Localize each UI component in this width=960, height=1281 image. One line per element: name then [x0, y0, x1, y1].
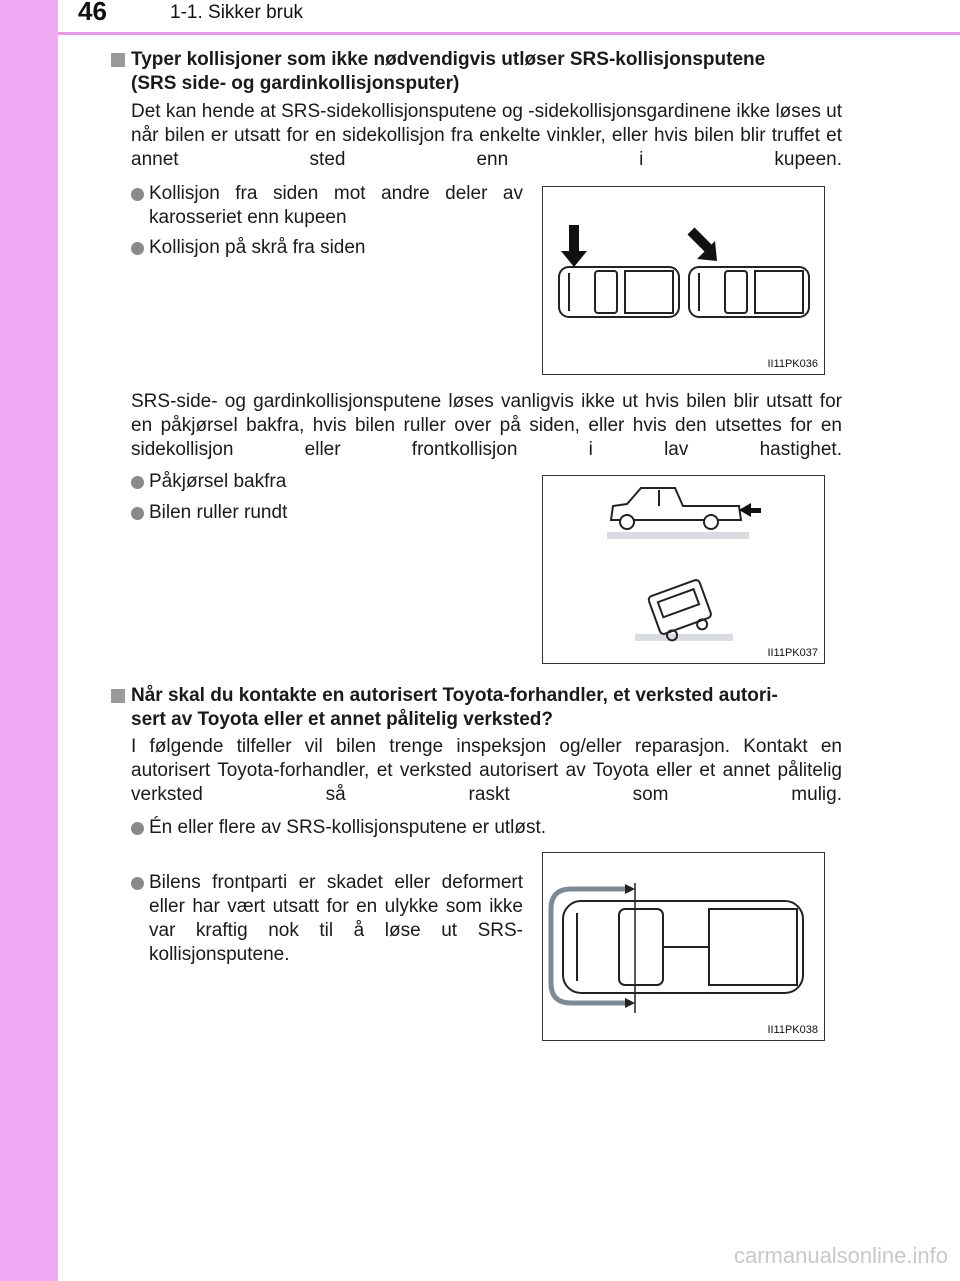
heading-square-icon: [111, 53, 125, 67]
bullet-icon: [131, 242, 144, 255]
section2-para1: I følgende tilfeller vil bilen trenge inspeksjon og/eller reparasjon. Kontakt en autorisert Toyota-forhandler, et verksted autorisert av Toyota eller et annet pålitelig verksted så raskt som mulig.: [131, 736, 842, 805]
truck-side-view: [611, 488, 741, 529]
section1-heading: Typer kollisjoner som ikke nødvendigvis utløser SRS-kollisjonsputene (SRS side- og gardinkollisjonsputer): [131, 48, 851, 96]
truck-top-view-2: [689, 267, 809, 317]
bullet-icon: [131, 877, 144, 890]
list-item: Kollisjon fra siden mot andre deler av karosseriet enn kupeen: [131, 182, 523, 230]
ground-strip: [607, 532, 749, 539]
chapter-title: 1-1. Sikker bruk: [170, 2, 304, 23]
arrow-left-icon: [739, 503, 761, 517]
bullet-icon: [131, 507, 144, 520]
truck-top-view-1: [559, 267, 679, 317]
arrow-right-icon: [625, 998, 635, 1008]
bullet-list-2: [131, 470, 523, 525]
rear-rollover-illustration: [543, 476, 824, 663]
figure-code: II11PK038: [767, 1024, 818, 1036]
ground-strip: [635, 634, 733, 641]
section2-heading: Når skal du kontakte en autorisert Toyota-forhandler, et verksted autori- sert av Toyota eller et annet pålitelig verksted?: [131, 684, 861, 732]
sidebar-tab: [0, 0, 58, 1281]
arrow-down-icon: [561, 225, 587, 267]
list-item: Bilens frontparti er skadet eller deformert eller har vært utsatt for en ulykke som ikke var kraftig nok til å løse ut SRS-kollisjonsputene.: [131, 871, 541, 967]
bullet-icon: [131, 822, 144, 835]
list-item: Påkjørsel bakfra: [131, 470, 523, 494]
bullet-list-1: [131, 182, 523, 260]
list-item: Én eller flere av SRS-kollisjonsputene er utløst.: [131, 816, 849, 840]
arrow-diagonal-icon: [691, 231, 717, 261]
figure-code: II11PK037: [767, 647, 818, 659]
figure-rear-rollover: [542, 475, 825, 664]
bullet-icon: [131, 188, 144, 201]
heading-square-icon: [111, 689, 125, 703]
list-item: Bilen ruller rundt: [131, 501, 523, 525]
side-collision-illustration: [543, 187, 824, 374]
figure-side-collision: [542, 186, 825, 375]
page-number: 46: [78, 0, 107, 26]
watermark: carmanualsonline.info: [733, 1243, 948, 1268]
truck-top-view: [563, 901, 803, 993]
arrow-right-icon: [625, 884, 635, 894]
figure-front-damage: [542, 852, 825, 1041]
header-rule: [58, 32, 960, 35]
figure-code: II11PK036: [767, 358, 818, 370]
section1-para1: Det kan hende at SRS-sidekollisjonsputene og -sidekollisjonsgardinene ikke løses ut når bilen er utsatt for en sidekollisjon fra enkelte vinkler, eller hvis bilen blir truffet et annet sted enn i kupeen.: [131, 101, 842, 170]
bullet-icon: [131, 476, 144, 489]
list-item: Kollisjon på skrå fra siden: [131, 236, 523, 260]
front-damage-illustration: [543, 853, 824, 1040]
truck-rolled-over: [648, 579, 716, 644]
section1-para2: SRS-side- og gardinkollisjonsputene løses vanligvis ikke ut hvis bilen blir utsatt for en påkjørsel bakfra, hvis bilen ruller over på siden, eller hvis den utsettes for en sidekollisjon eller frontkollisjon i lav hastighet.: [131, 391, 842, 460]
